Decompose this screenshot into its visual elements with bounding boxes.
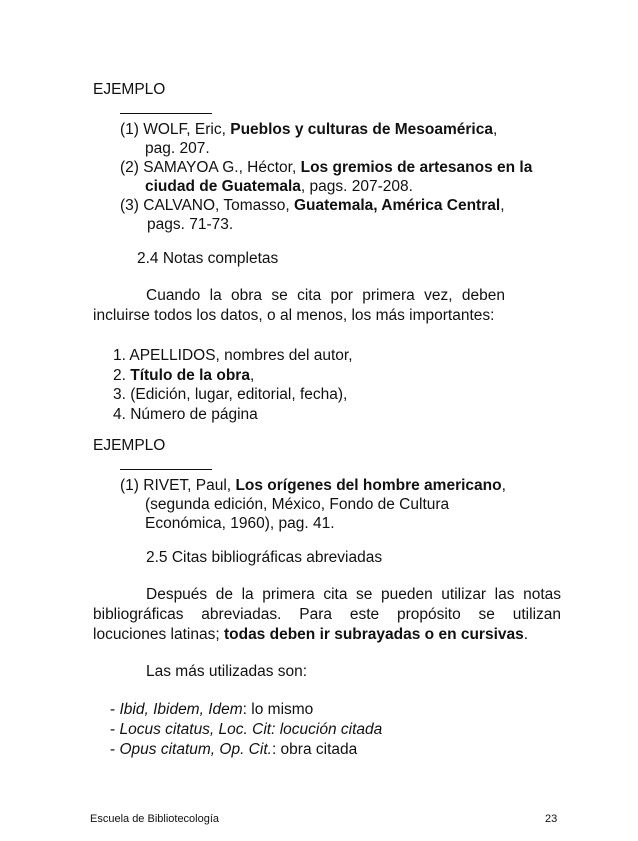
list-intro: Las más utilizadas son: — [146, 663, 308, 680]
citation-2: (2) SAMAYOA G., Héctor, Los gremios de artesanos en la — [120, 159, 533, 176]
citation-3: (3) CALVANO, Tomasso, Guatemala, América Central, — [120, 197, 505, 214]
citation-1-continued: pag. 207. — [145, 140, 210, 157]
paragraph-line: bibliográficas abreviadas. Para este propósito se utilizan — [93, 606, 561, 623]
list-item: - Locus citatus, Loc. Cit: locución citada — [110, 721, 383, 738]
paragraph-line: locuciones latinas; todas deben ir subrayadas o en cursivas. — [93, 626, 529, 643]
citation-1: (1) WOLF, Eric, Pueblos y culturas de Mesoamérica, — [120, 121, 498, 138]
list-item: 3. (Edición, lugar, editorial, fecha), — [113, 386, 348, 403]
example-underline — [120, 469, 212, 470]
section-title: 2.4 Notas completas — [137, 250, 279, 267]
example-heading: EJEMPLO — [93, 437, 166, 454]
citation-1-continued: (segunda edición, México, Fondo de Cultura — [145, 496, 450, 513]
list-item: - Opus citatum, Op. Cit.: obra citada — [110, 741, 358, 758]
citation-3-continued: pags. 71-73. — [147, 216, 234, 233]
list-item: 1. APELLIDOS, nombres del autor, — [113, 347, 353, 364]
list-item: - Ibid, Ibidem, Idem: lo mismo — [110, 701, 314, 718]
page-number: 23 — [545, 813, 558, 825]
paragraph-line: Después de la primera cita se pueden utilizar las notas — [146, 586, 561, 603]
citation-1-continued: Económica, 1960), pag. 41. — [145, 515, 335, 532]
paragraph-line: incluirse todos los datos, o al menos, los más importantes: — [93, 307, 495, 324]
paragraph-line: Cuando la obra se cita por primera vez, deben — [146, 287, 505, 304]
list-item: 2. Título de la obra, — [113, 367, 255, 384]
citation-1: (1) RIVET, Paul, Los orígenes del hombre americano, — [120, 477, 506, 494]
example-heading: EJEMPLO — [93, 81, 166, 98]
section-title: 2.5 Citas bibliográficas abreviadas — [146, 549, 383, 566]
footer-text: Escuela de Bibliotecología — [90, 813, 220, 825]
example-underline — [120, 113, 212, 114]
citation-2-continued: ciudad de Guatemala, pags. 207-208. — [145, 178, 413, 195]
list-item: 4. Número de página — [113, 406, 258, 423]
